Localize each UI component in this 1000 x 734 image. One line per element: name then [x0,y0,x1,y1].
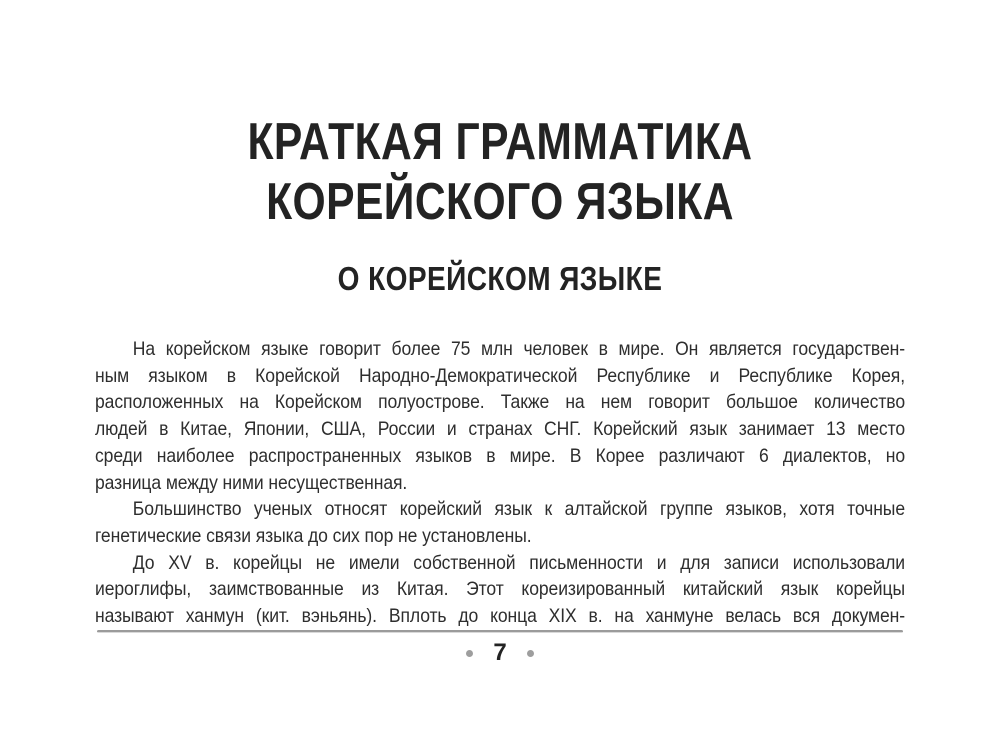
body-text-line: людей в Китае, Японии, США, России и странах СНГ. Корейский язык занимает 13 место [95,418,905,441]
body-text-line: называют ханмун (кит. вэньянь). Вплоть до конца XIX в. на ханмуне велась вся докумен- [95,605,905,628]
body-text-line: генетические связи языка до сих пор не установлены. [95,524,532,547]
page-title-line-1: КРАТКАЯ ГРАММАТИКА [247,113,753,171]
body-text-line: иероглифы, заимствованные из Китая. Этот кореизированный китайский язык корейцы [95,578,905,601]
body-text-line: ным языком в Корейской Народно-Демократической Республике и Республике Корея, [95,364,905,387]
footer-dot-left [466,650,473,657]
section-heading-text: О КОРЕЙСКОМ ЯЗЫКЕ [337,260,663,297]
page-title-line-2: КОРЕЙСКОГО ЯЗЫКА [266,173,734,231]
body-text-line: До XV в. корейцы не имели собственной письменности и для записи использовали [132,551,906,574]
body-text [95,336,905,630]
body-text-line: среди наиболее распространенных языков в мире. В Корее различают 6 диалектов, но [95,444,905,467]
paragraph [95,550,905,630]
page-title [0,112,1000,232]
footer-rule [97,630,903,633]
page-footer [0,640,1000,666]
body-text-line: На корейском языке говорит более 75 млн человек в мире. Он является государствен- [132,338,906,360]
footer-dot-right [527,650,534,657]
body-text-line: расположенных на Корейском полуострове. Также на нем говорит большое количество [95,391,905,414]
paragraph [95,336,905,496]
paragraph [95,496,905,549]
body-text-line: Большинство ученых относят корейский язык к алтайской группе языков, хотя точные [132,498,906,521]
section-heading [0,258,1000,300]
body-text-line: разница между ними несущественная. [95,471,408,494]
page-number: 7 [493,639,507,666]
